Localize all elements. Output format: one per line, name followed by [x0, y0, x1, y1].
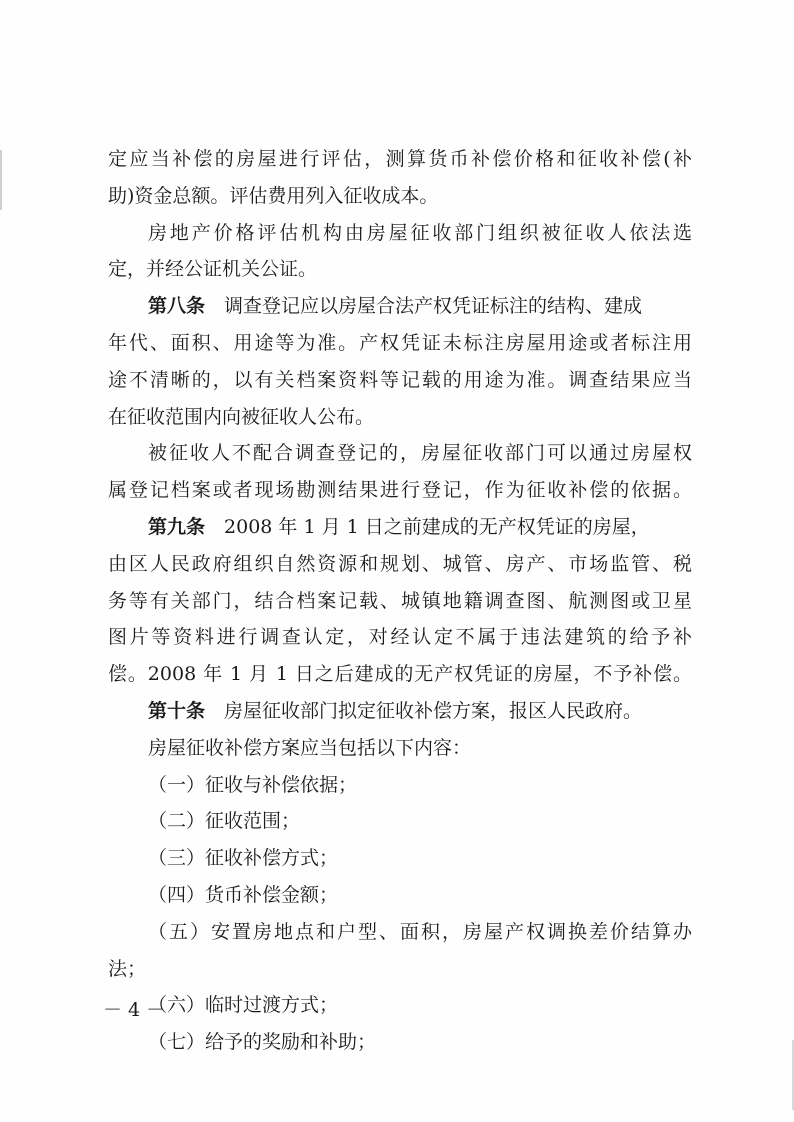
body-text	[108, 141, 692, 1061]
paragraph-line: 定，并经公证机关公证。	[108, 258, 318, 281]
article-text: 2008 年 1 月 1 日之前建成的无产权凭证的房屋，	[224, 515, 650, 538]
article-heading: 第八条	[148, 295, 206, 318]
paragraph-line: 务等有关部门，结合档案记载、城镇地籍调查图、航测图或卫星	[108, 589, 692, 612]
paragraph-line: 在征收范围内向被征收人公布。	[108, 405, 375, 428]
paragraph-line	[108, 693, 692, 730]
article-text: 房屋征收部门拟定征收补偿方案，报区人民政府。	[224, 699, 643, 722]
scan-edge-mark	[0, 150, 2, 210]
paragraph-line: 被征收人不配合调查登记的，房屋征收部门可以通过房屋权	[148, 442, 692, 465]
paragraph-line: 由区人民政府组织自然资源和规划、城管、房产、市场监管、税	[108, 552, 692, 575]
list-item-continuation: 法；	[108, 957, 147, 980]
list-item: （二）征收范围；	[148, 810, 301, 833]
list-item: （三）征收补偿方式；	[148, 847, 339, 870]
paragraph-line: 定应当补偿的房屋进行评估，测算货币补偿价格和征收补偿(补	[108, 148, 692, 170]
article-text: 调查登记应以房屋合法产权凭证标注的结构、建成	[224, 295, 643, 318]
page-number: － 4 －	[103, 999, 166, 1021]
paragraph-line: 途不清晰的，以有关档案资料等记载的用途为准。调查结果应当	[108, 368, 692, 391]
paragraph-line	[108, 509, 692, 546]
paragraph-line: 图片等资料进行调查认定，对经认定不属于违法建筑的给予补	[108, 626, 692, 649]
paragraph-line: 房屋征收补偿方案应当包括以下内容：	[148, 736, 472, 759]
article-heading: 第九条	[148, 515, 206, 538]
list-item: （五）安置房地点和户型、面积，房屋产权调换差价结算办	[148, 920, 692, 943]
paragraph-line: 房地产价格评估机构由房屋征收部门组织被征收人依法选	[148, 221, 692, 244]
list-item: （四）货币补偿金额；	[148, 883, 339, 906]
paragraph-line: 年代、面积、用途等为准。产权凭证未标注房屋用途或者标注用	[108, 331, 692, 354]
list-item: （七）给予的奖励和补助；	[148, 1031, 377, 1054]
article-heading: 第十条	[148, 699, 206, 722]
paragraph-line: 助)资金总额。评估费用列入征收成本。	[108, 184, 439, 207]
list-item: （六）临时过渡方式；	[148, 994, 339, 1017]
paragraph-line: 偿。2008 年 1 月 1 日之后建成的无产权凭证的房屋，不予补偿。	[108, 663, 692, 686]
list-item: （一）征收与补偿依据；	[148, 773, 358, 796]
paragraph-line	[108, 288, 692, 325]
paragraph-line: 属登记档案或者现场勘测结果进行登记，作为征收补偿的依据。	[108, 479, 692, 502]
